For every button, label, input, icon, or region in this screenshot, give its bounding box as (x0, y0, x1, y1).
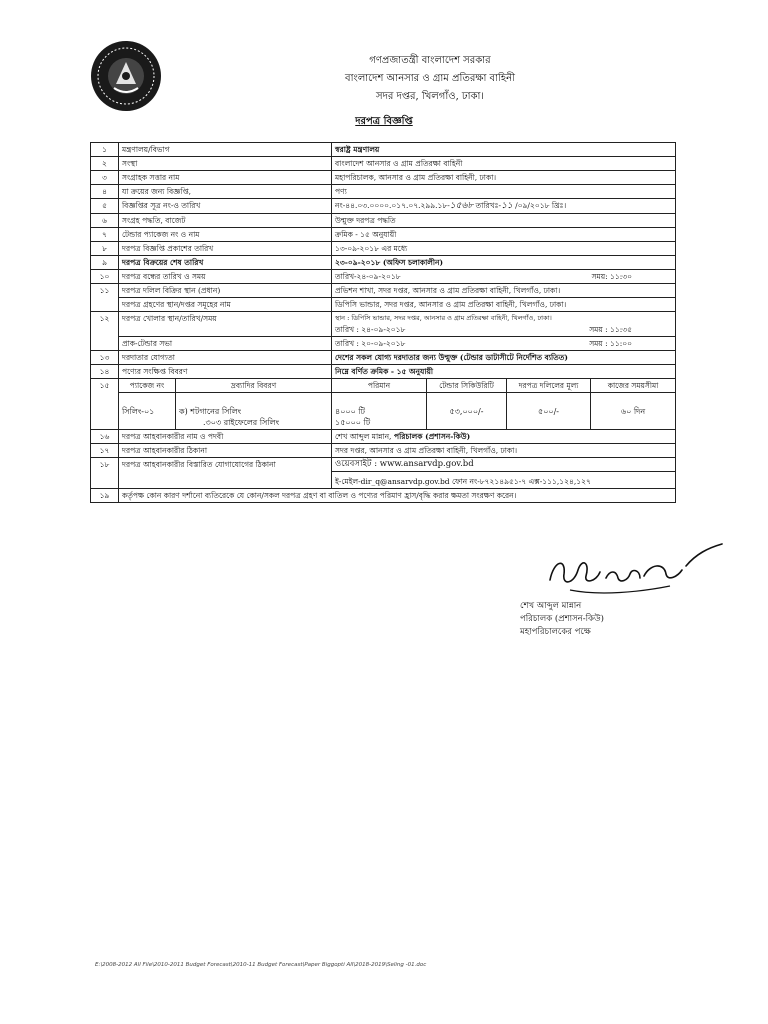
row-serial: ১৭ (91, 444, 119, 458)
row-label: দরপত্র বিজ্ঞপ্তি প্রকাশের তারিখ (119, 242, 332, 256)
header-description: দ্রব্যাদির বিবরণ (176, 379, 332, 393)
row-value (332, 199, 676, 214)
item-security: ৫৩,০০০/- (427, 393, 507, 430)
row-value (332, 337, 676, 351)
row-serial: ১৮ (91, 458, 119, 489)
table-row (91, 351, 676, 365)
signatory-block (520, 600, 604, 639)
table-row (91, 242, 676, 256)
table-row (91, 365, 676, 379)
item-desc-1: ক) শটগানের সিলিং (179, 407, 242, 416)
row-label: দরপত্র গ্রহণের স্থান/দপ্তর সমূহের নাম (119, 298, 332, 312)
item-quantity (332, 393, 427, 430)
reference-number: নং-৪৪.০৩.০০০০.০১৭.০৭.২৯৯.১৮- (335, 201, 450, 210)
email-phone[interactable]: ই-মেইল-dir_q@ansarvdp.gov.bd ফোন নং-৮৭২১৪৯৫১-৭ এক্স-১১১,১২৪,১২৭ (335, 477, 591, 486)
row-label: সংস্থা (119, 157, 332, 171)
row-serial: ৯ (91, 256, 119, 270)
row-value: ১৩-০৯-২০১৮ এর মধ্যে (332, 242, 676, 256)
row-serial: ২ (91, 157, 119, 171)
item-qty-2: ১৫০০০ টি (335, 418, 371, 427)
signatory-title: পরিচালক (প্রশাসন-কিউ) (520, 614, 604, 624)
item-package: সিলিং-০১ (119, 393, 176, 430)
office-header (220, 52, 640, 106)
handwritten-number: ১৫৬৮ (449, 201, 474, 211)
row-serial: ১৬ (91, 430, 119, 444)
row-serial: ৮ (91, 242, 119, 256)
pretender-date: তারিখ : ২০-০৯-২০১৮ (335, 339, 406, 348)
row-serial: ১২ (91, 312, 119, 351)
row-value: স্বরাষ্ট্র মন্ত্রণালয় (332, 143, 676, 157)
row-label: সংগ্রাহক সত্তার নাম (119, 171, 332, 185)
row-value: বাংলাদেশ আনসার ও গ্রাম প্রতিরক্ষা বাহিনী (332, 157, 676, 171)
row-value: প্রভিশন শাখা, সদর দপ্তর, আনসার ও গ্রাম প্রতিরক্ষা বাহিনী, খিলগাঁও, ঢাকা। (332, 284, 676, 298)
row-value (332, 270, 676, 284)
table-row (91, 337, 676, 351)
row-value: নিম্নে বর্ণিত ক্রমিক - ১৫ অনুযায়ী (332, 365, 676, 379)
item-timeline: ৬০ দিন (591, 393, 676, 430)
table-row (91, 312, 676, 337)
tender-notice-table (90, 142, 676, 503)
office-address: সদর দপ্তর, খিলগাঁও, ঢাকা। (376, 91, 484, 102)
row-serial: ১৪ (91, 365, 119, 379)
table-row (91, 256, 676, 270)
row-value: উন্মুক্ত দরপত্র পদ্ধতি (332, 214, 676, 228)
authority-clause: কর্তৃপক্ষ কোন কারণ দর্শানো ব্যতিরেকে যে কোন/সকল দরপত্র গ্রহণ বা বাতিল ও পণ্যের পরিমাণ হ্রাস/বৃদ্ধি করার ক্ষমতা সংরক্ষণ করেন। (119, 489, 676, 503)
row-label: সংগ্রহ পদ্ধতি, বাজেট (119, 214, 332, 228)
official-title: পরিচালক (প্রশাসন-কিউ) (391, 432, 471, 441)
date-label: তারিখঃ- (473, 201, 502, 210)
table-row (91, 458, 676, 489)
table-row (91, 270, 676, 284)
government-name: গণপ্রজাতন্ত্রী বাংলাদেশ সরকার (369, 55, 491, 66)
row-value: পণ্য (332, 185, 676, 199)
table-row (91, 199, 676, 214)
row-value: দেশের সকল যোগ্য দরদাতার জন্য উন্মুক্ত (টেন্ডার ডাটাসীটে নির্দেশিত ব্যতিত) (332, 351, 676, 365)
file-path-footer: E:\2008-2012 All File\2010-2011 Budget Forecast\2010-11 Budget Forecast\Paper Biggopti All\2018-2019\Seling -01.doc (95, 962, 427, 968)
item-qty-1: ৪০০০ টি (335, 407, 365, 416)
table-row (91, 393, 676, 430)
table-row (91, 143, 676, 157)
table-row (91, 185, 676, 199)
opening-time: সময় : ১১:৩৫ (589, 325, 633, 334)
signatory-name: শেখ আব্দুল মান্নান (520, 601, 582, 611)
table-row (91, 171, 676, 185)
row-label: দরপত্র বন্ধের তারিখ ও সময় (119, 270, 332, 284)
table-row (91, 444, 676, 458)
row-serial: ১৫ (91, 379, 119, 430)
closing-date: তারিখ-২৪-০৯-২০১৮ (335, 272, 401, 281)
header-doc-price: দরপত্র দলিলের মূল্য (507, 379, 591, 393)
row-label: দরপত্র আহবানকারীর ঠিকানা (119, 444, 332, 458)
item-description (176, 393, 332, 430)
closing-time: সময়: ১১:৩০ (591, 272, 633, 281)
table-row (91, 489, 676, 503)
row-label: যা ক্রয়ের জন্য বিজ্ঞপ্তি, (119, 185, 332, 199)
handwritten-day: ১১ (501, 201, 513, 211)
row-label: দরপত্র আহবানকারীর বিস্তারিত যোগাযোগের ঠিকানা (119, 458, 332, 489)
notice-title: দরপত্র বিজ্ঞপ্তি (355, 116, 413, 127)
row-serial: ১৩ (91, 351, 119, 365)
item-doc-price: ৫০০/- (507, 393, 591, 430)
row-serial: ১ (91, 143, 119, 157)
organization-name: বাংলাদেশ আনসার ও গ্রাম প্রতিরক্ষা বাহিনী (345, 73, 515, 84)
opening-date: তারিখ : ২৪-০৯-২০১৮ (335, 325, 406, 334)
row-serial: ১৯ (91, 489, 119, 503)
row-label: পণ্যের সংক্ষিপ্ত বিবরণ (119, 365, 332, 379)
row-label: দরপত্র দলিল বিক্রির স্থান (প্রধান) (119, 284, 332, 298)
table-row (91, 157, 676, 171)
date-rest: /০৯/২০১৮ খ্রিঃ। (512, 201, 567, 210)
table-row (91, 379, 676, 393)
row-label: দরপত্র বিক্রয়ের শেষ তারিখ (119, 256, 332, 270)
emblem-logo (90, 40, 162, 112)
item-desc-2: .৩০৩ রাইফেলের সিলিং (203, 418, 280, 427)
row-value: ক্রমিক - ১৫ অনুযায়ী (332, 228, 676, 242)
row-label: দরদাতার যোগ্যতা (119, 351, 332, 365)
header-quantity: পরিমান (332, 379, 427, 393)
table-row (91, 430, 676, 444)
row-label: মন্ত্রণালয়/বিভাগ (119, 143, 332, 157)
row-label: প্রাক-টেন্ডার সভা (119, 337, 332, 351)
official-name: শেখ আব্দুল মান্নান, (335, 432, 392, 441)
header-package: প্যাকেজ নং (119, 379, 176, 393)
row-serial: ৪ (91, 185, 119, 199)
row-label: টেন্ডার প্যাকেজ নং ও নাম (119, 228, 332, 242)
row-serial: ১১ (91, 284, 119, 312)
row-label: দরপত্র খোলার স্থান/তারিখ/সময় (119, 312, 332, 337)
row-value (332, 430, 676, 444)
signature (540, 540, 730, 600)
row-serial: ৬ (91, 214, 119, 228)
row-serial: ৩ (91, 171, 119, 185)
table-row (91, 298, 676, 312)
header-timeline: কাজের সময়সীমা (591, 379, 676, 393)
table-row (91, 228, 676, 242)
pretender-time: সময় : ১১:০০ (589, 339, 633, 348)
row-serial: ১০ (91, 270, 119, 284)
header-security: টেন্ডার সিকিউরিটি (427, 379, 507, 393)
table-row (91, 214, 676, 228)
row-value: সদর দপ্তর, আনসার ও গ্রাম প্রতিরক্ষা বাহিনী, খিলগাঁও, ঢাকা। (332, 444, 676, 458)
row-value: মহাপরিচালক, আনসার ও গ্রাম প্রতিরক্ষা বাহিনী, ঢাকা। (332, 171, 676, 185)
website-link[interactable]: ওয়েবসাইট : www.ansarvdp.gov.bd (332, 459, 675, 472)
row-value (332, 458, 676, 489)
row-label: বিজ্ঞপ্তির সূত্র নং-ও তারিখ (119, 199, 332, 214)
row-label: দরপত্র আহবানকারীর নাম ও পদবী (119, 430, 332, 444)
row-value (332, 312, 676, 337)
table-row (91, 284, 676, 298)
row-serial: ৭ (91, 228, 119, 242)
signatory-on-behalf: মহাপরিচালকের পক্ষে (520, 627, 591, 637)
opening-place: স্থান : ডিপিসি ভান্ডার, সদর দপ্তর, আনসার ও গ্রাম প্রতিরক্ষা বাহিনী, খিলগাঁও, ঢাকা। (335, 314, 552, 322)
row-serial: ৫ (91, 199, 119, 214)
row-value: ২৩-০৯-২০১৮ (অফিস চলাকালীন) (332, 256, 676, 270)
row-value: ডিপিসি ভান্ডার, সদর দপ্তর, আনসার ও গ্রাম প্রতিরক্ষা বাহিনী, খিলগাঁও, ঢাকা। (332, 298, 676, 312)
